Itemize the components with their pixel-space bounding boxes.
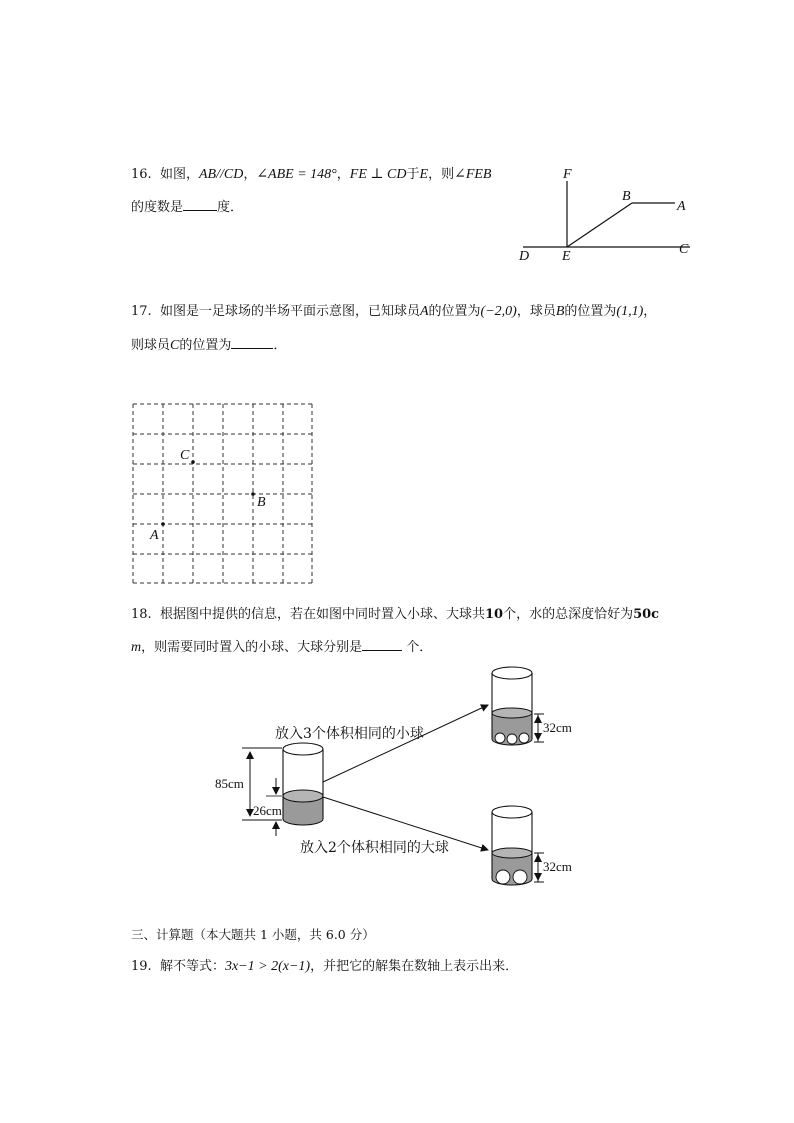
line-eb bbox=[567, 203, 632, 247]
q18-line2-end: 个． bbox=[406, 640, 433, 655]
cylinder-initial bbox=[283, 743, 323, 825]
q17-text2: 的位置为 bbox=[428, 304, 481, 319]
q16-parallel: AB//CD bbox=[198, 167, 244, 182]
caption-large-balls: 放入2个体积相同的大球 bbox=[300, 840, 449, 856]
q17-b: B bbox=[555, 304, 565, 319]
q18-text1: 根据图中提供的信息，若在如图中同时置入小球、大球共 bbox=[159, 607, 485, 622]
q18-depth: 50c bbox=[633, 607, 660, 622]
q19-text1: 解不等式： bbox=[159, 959, 225, 974]
q17-a-pos: (−2,0) bbox=[480, 304, 517, 319]
q16-comma: ， bbox=[336, 167, 350, 182]
label-c: C bbox=[679, 242, 689, 257]
label-a: A bbox=[677, 199, 686, 214]
label-e: E bbox=[562, 249, 571, 264]
answer-blank[interactable] bbox=[183, 197, 217, 211]
q16-figure bbox=[510, 165, 700, 265]
label-32cm-top: 32cm bbox=[543, 720, 572, 735]
q17-number: 17. bbox=[131, 304, 152, 319]
q19-text2: ，并把它的解集在数轴上表示出来． bbox=[310, 959, 519, 974]
q18-line2 bbox=[131, 637, 432, 657]
cylinder-large-balls bbox=[492, 806, 532, 885]
q17-text3: ，球员 bbox=[516, 304, 556, 319]
q17-c: C bbox=[170, 338, 180, 353]
label-26cm: 26cm bbox=[253, 803, 282, 818]
q16-ask: ∠FEB bbox=[454, 167, 492, 182]
caption-small-balls: 放入3个体积相同的小球 bbox=[275, 726, 424, 742]
q16-ze: ，则 bbox=[428, 167, 455, 182]
q18-number: 18. bbox=[131, 607, 152, 622]
q16-yu: 于 bbox=[406, 167, 420, 182]
q17-text4: 的位置为 bbox=[564, 304, 617, 319]
label-b: B bbox=[622, 189, 631, 204]
section-title: 三、计算题（本大题共 1 小题，共 6.0 分） bbox=[131, 927, 375, 942]
q17-line2-end: ． bbox=[273, 338, 287, 353]
q18-figure bbox=[210, 660, 600, 892]
q18-line1 bbox=[131, 606, 659, 624]
point-b bbox=[251, 492, 255, 496]
q18-count: 10 bbox=[484, 607, 504, 622]
cylinder-small-balls bbox=[492, 667, 532, 745]
grid-label-c: C bbox=[180, 448, 190, 463]
label-d: D bbox=[519, 249, 530, 264]
q19-inequality: 3x−1 > 2(x−1) bbox=[224, 959, 311, 974]
label-f: F bbox=[563, 167, 572, 182]
q16-e: E bbox=[419, 167, 429, 182]
q17-a: A bbox=[419, 304, 429, 319]
point-a bbox=[161, 522, 165, 526]
grid-label-a: A bbox=[150, 528, 159, 543]
q17-text5: ， bbox=[643, 304, 657, 319]
q16-line2 bbox=[131, 197, 243, 217]
q16-number: 16. bbox=[131, 167, 152, 182]
q18-line2-text: ，则需要同时置入的小球、大球分别是 bbox=[141, 640, 363, 655]
grid-label-b: B bbox=[257, 495, 266, 510]
point-c bbox=[191, 460, 195, 464]
q17-grid bbox=[130, 402, 316, 586]
q17-text1: 如图是一足球场的半场平面示意图，已知球员 bbox=[159, 304, 420, 319]
label-32cm-bottom: 32cm bbox=[543, 859, 572, 874]
q16-angle: ∠ABE = 148° bbox=[256, 167, 337, 182]
q17-line2b: 的位置为 bbox=[179, 338, 232, 353]
q16-line2-end: 度． bbox=[217, 200, 244, 215]
q19-number: 19. bbox=[131, 959, 152, 974]
q16-text: 如图， bbox=[159, 167, 199, 182]
q18-text2: 个，水的总深度恰好为 bbox=[503, 607, 634, 622]
answer-blank[interactable] bbox=[231, 335, 273, 349]
q17-line1 bbox=[131, 303, 656, 321]
q17-b-pos: (1,1) bbox=[616, 304, 644, 319]
q16-line2-text: 的度数是 bbox=[131, 200, 184, 215]
label-85cm: 85cm bbox=[215, 776, 244, 791]
q18-m: m bbox=[131, 640, 142, 655]
answer-blank[interactable] bbox=[362, 637, 402, 651]
q16-line1: 16. 如图，AB//CD，∠ABE = 148°，FE ⊥ CD于E，则∠FEB bbox=[131, 167, 492, 182]
q19-line1 bbox=[131, 958, 518, 976]
q16-perp: FE ⊥ CD bbox=[349, 167, 407, 182]
arrow-to-small bbox=[323, 705, 488, 782]
q17-line2a: 则球员 bbox=[131, 338, 171, 353]
q17-line2 bbox=[131, 335, 286, 355]
